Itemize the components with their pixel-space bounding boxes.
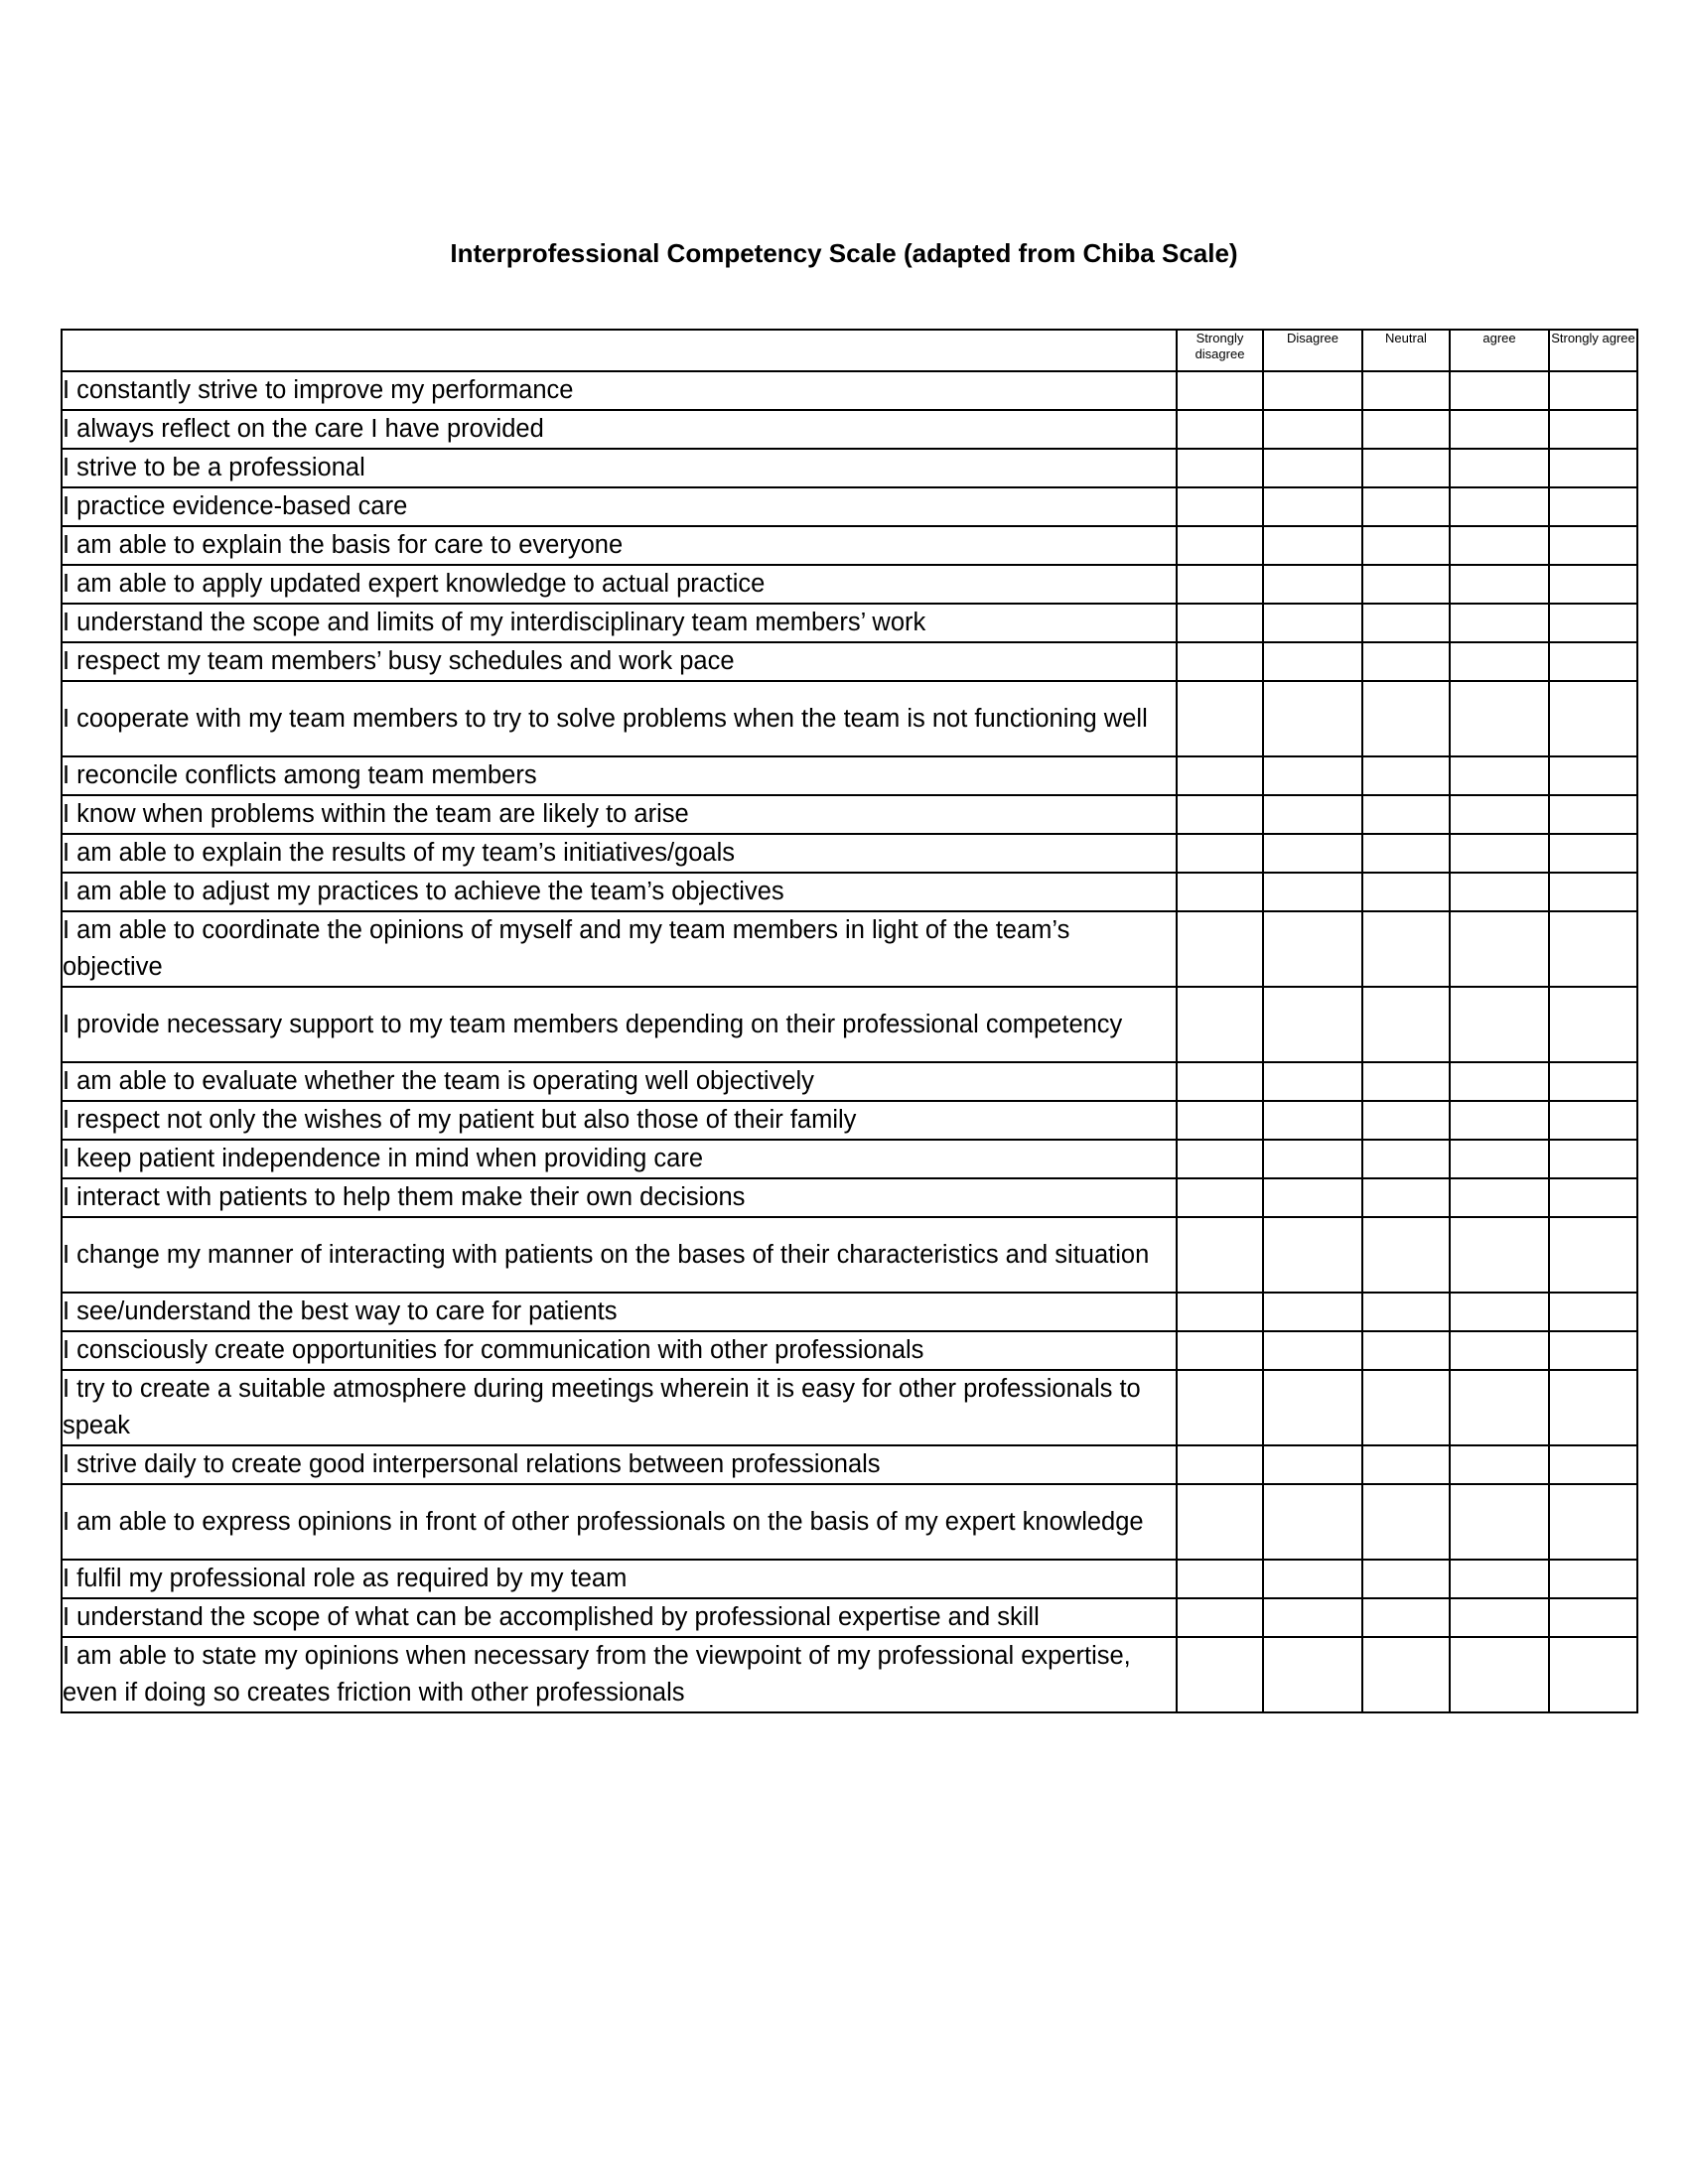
- response-cell-strongly-agree[interactable]: [1549, 1293, 1637, 1331]
- response-cell-strongly-agree[interactable]: [1549, 449, 1637, 487]
- statement-text: I am able to explain the results of my team’s initiatives/goals: [62, 834, 1177, 873]
- response-cell-neutral[interactable]: [1362, 1217, 1450, 1293]
- response-cell-disagree[interactable]: [1263, 1062, 1362, 1101]
- response-cell-agree[interactable]: [1450, 873, 1549, 911]
- table-row: [62, 526, 1637, 565]
- response-cell-neutral[interactable]: [1362, 1293, 1450, 1331]
- response-cell-disagree[interactable]: [1263, 1217, 1362, 1293]
- response-cell-neutral[interactable]: [1362, 449, 1450, 487]
- response-cell-strongly-disagree[interactable]: [1177, 987, 1263, 1062]
- table-row: [62, 565, 1637, 604]
- response-cell-strongly-disagree[interactable]: [1177, 410, 1263, 449]
- response-cell-strongly-agree[interactable]: [1549, 1331, 1637, 1370]
- statement-text: I consciously create opportunities for communication with other professionals: [62, 1331, 1177, 1370]
- response-cell-agree[interactable]: [1450, 1331, 1549, 1370]
- response-cell-disagree[interactable]: [1263, 1370, 1362, 1445]
- response-cell-strongly-agree[interactable]: [1549, 642, 1637, 681]
- response-cell-disagree[interactable]: [1263, 1560, 1362, 1598]
- column-header-strongly-disagree: Strongly disagree: [1177, 330, 1263, 371]
- response-cell-neutral[interactable]: [1362, 487, 1450, 526]
- response-cell-neutral[interactable]: [1362, 526, 1450, 565]
- response-cell-strongly-agree[interactable]: [1549, 1484, 1637, 1560]
- response-cell-agree[interactable]: [1450, 1101, 1549, 1140]
- response-cell-disagree[interactable]: [1263, 449, 1362, 487]
- response-cell-agree[interactable]: [1450, 681, 1549, 756]
- response-cell-neutral[interactable]: [1362, 756, 1450, 795]
- response-cell-neutral[interactable]: [1362, 1560, 1450, 1598]
- response-cell-strongly-disagree[interactable]: [1177, 449, 1263, 487]
- response-cell-agree[interactable]: [1450, 487, 1549, 526]
- response-cell-agree[interactable]: [1450, 795, 1549, 834]
- response-cell-neutral[interactable]: [1362, 681, 1450, 756]
- response-cell-disagree[interactable]: [1263, 410, 1362, 449]
- response-cell-agree[interactable]: [1450, 834, 1549, 873]
- response-cell-disagree[interactable]: [1263, 681, 1362, 756]
- statement-text: I am able to adjust my practices to achieve the team’s objectives: [62, 873, 1177, 911]
- response-cell-agree[interactable]: [1450, 1140, 1549, 1178]
- response-cell-agree[interactable]: [1450, 642, 1549, 681]
- column-header-strongly-agree: Strongly agree: [1549, 330, 1637, 371]
- statement-text: I interact with patients to help them make their own decisions: [62, 1178, 1177, 1217]
- response-cell-strongly-disagree[interactable]: [1177, 565, 1263, 604]
- statement-text: I always reflect on the care I have provided: [62, 410, 1177, 449]
- response-cell-disagree[interactable]: [1263, 911, 1362, 987]
- response-cell-strongly-disagree[interactable]: [1177, 1062, 1263, 1101]
- response-cell-agree[interactable]: [1450, 1293, 1549, 1331]
- response-cell-agree[interactable]: [1450, 565, 1549, 604]
- response-cell-strongly-agree[interactable]: [1549, 604, 1637, 642]
- response-cell-strongly-disagree[interactable]: [1177, 1101, 1263, 1140]
- response-cell-strongly-disagree[interactable]: [1177, 834, 1263, 873]
- statement-text: I cooperate with my team members to try to solve problems when the team is not functioning well: [62, 681, 1177, 756]
- response-cell-neutral[interactable]: [1362, 795, 1450, 834]
- response-cell-strongly-agree[interactable]: [1549, 1062, 1637, 1101]
- table-row: [62, 834, 1637, 873]
- response-cell-agree[interactable]: [1450, 449, 1549, 487]
- response-cell-neutral[interactable]: [1362, 642, 1450, 681]
- table-row: [62, 681, 1637, 756]
- response-cell-disagree[interactable]: [1263, 1484, 1362, 1560]
- response-cell-strongly-disagree[interactable]: [1177, 1293, 1263, 1331]
- response-cell-disagree[interactable]: [1263, 873, 1362, 911]
- table-row: [62, 756, 1637, 795]
- statement-text: I am able to coordinate the opinions of myself and my team members in light of the team’s objective: [62, 911, 1177, 987]
- table-row: [62, 1293, 1637, 1331]
- statement-text: I respect my team members’ busy schedules and work pace: [62, 642, 1177, 681]
- table-row: [62, 1637, 1637, 1712]
- response-cell-agree[interactable]: [1450, 604, 1549, 642]
- response-cell-strongly-disagree[interactable]: [1177, 371, 1263, 410]
- response-cell-strongly-agree[interactable]: [1549, 565, 1637, 604]
- response-cell-agree[interactable]: [1450, 1217, 1549, 1293]
- response-cell-neutral[interactable]: [1362, 1445, 1450, 1484]
- statement-text: I know when problems within the team are likely to arise: [62, 795, 1177, 834]
- response-cell-strongly-agree[interactable]: [1549, 834, 1637, 873]
- document-title: Interprofessional Competency Scale (adapted from Chiba Scale): [450, 238, 1238, 268]
- column-header-disagree: Disagree: [1263, 330, 1362, 371]
- response-cell-agree[interactable]: [1450, 1560, 1549, 1598]
- response-cell-strongly-agree[interactable]: [1549, 1178, 1637, 1217]
- response-cell-strongly-disagree[interactable]: [1177, 526, 1263, 565]
- table-row: [62, 1331, 1637, 1370]
- response-cell-strongly-disagree[interactable]: [1177, 911, 1263, 987]
- statement-text: I keep patient independence in mind when providing care: [62, 1140, 1177, 1178]
- table-row: [62, 795, 1637, 834]
- statement-text: I am able to express opinions in front of other professionals on the basis of my expert knowledge: [62, 1484, 1177, 1560]
- statement-text: I constantly strive to improve my performance: [62, 371, 1177, 410]
- response-cell-neutral[interactable]: [1362, 987, 1450, 1062]
- response-cell-neutral[interactable]: [1362, 834, 1450, 873]
- table-row: [62, 911, 1637, 987]
- response-cell-strongly-agree[interactable]: [1549, 487, 1637, 526]
- response-cell-strongly-disagree[interactable]: [1177, 1140, 1263, 1178]
- response-cell-strongly-agree[interactable]: [1549, 987, 1637, 1062]
- statement-text: I understand the scope of what can be accomplished by professional expertise and skill: [62, 1598, 1177, 1637]
- statement-text: I understand the scope and limits of my interdisciplinary team members’ work: [62, 604, 1177, 642]
- response-cell-strongly-agree[interactable]: [1549, 795, 1637, 834]
- response-cell-disagree[interactable]: [1263, 1140, 1362, 1178]
- response-cell-neutral[interactable]: [1362, 911, 1450, 987]
- statement-text: I change my manner of interacting with patients on the bases of their characteristics and situation: [62, 1217, 1177, 1293]
- table-row: [62, 1062, 1637, 1101]
- response-cell-neutral[interactable]: [1362, 1637, 1450, 1712]
- response-cell-strongly-disagree[interactable]: [1177, 1178, 1263, 1217]
- response-cell-strongly-agree[interactable]: [1549, 911, 1637, 987]
- response-cell-neutral[interactable]: [1362, 1101, 1450, 1140]
- response-cell-neutral[interactable]: [1362, 873, 1450, 911]
- response-cell-neutral[interactable]: [1362, 604, 1450, 642]
- column-header-neutral: Neutral: [1362, 330, 1450, 371]
- table-row: [62, 987, 1637, 1062]
- response-cell-strongly-agree[interactable]: [1549, 410, 1637, 449]
- table-row: [62, 1217, 1637, 1293]
- response-cell-agree[interactable]: [1450, 1445, 1549, 1484]
- table-row: [62, 371, 1637, 410]
- response-cell-agree[interactable]: [1450, 1637, 1549, 1712]
- statement-text: I am able to explain the basis for care to everyone: [62, 526, 1177, 565]
- response-cell-strongly-disagree[interactable]: [1177, 604, 1263, 642]
- statement-text: I fulfil my professional role as required by my team: [62, 1560, 1177, 1598]
- response-cell-strongly-agree[interactable]: [1549, 371, 1637, 410]
- statement-text: I provide necessary support to my team members depending on their professional competency: [62, 987, 1177, 1062]
- table-row: [62, 1101, 1637, 1140]
- table-row: [62, 1178, 1637, 1217]
- response-cell-neutral[interactable]: [1362, 565, 1450, 604]
- response-cell-strongly-agree[interactable]: [1549, 1101, 1637, 1140]
- response-cell-strongly-disagree[interactable]: [1177, 873, 1263, 911]
- table-row: [62, 487, 1637, 526]
- response-cell-strongly-disagree[interactable]: [1177, 756, 1263, 795]
- table-row: [62, 1140, 1637, 1178]
- response-cell-disagree[interactable]: [1263, 371, 1362, 410]
- response-cell-agree[interactable]: [1450, 410, 1549, 449]
- response-cell-neutral[interactable]: [1362, 371, 1450, 410]
- response-cell-strongly-agree[interactable]: [1549, 526, 1637, 565]
- response-cell-strongly-disagree[interactable]: [1177, 642, 1263, 681]
- response-cell-strongly-agree[interactable]: [1549, 1637, 1637, 1712]
- response-cell-neutral[interactable]: [1362, 1370, 1450, 1445]
- response-cell-strongly-agree[interactable]: [1549, 1140, 1637, 1178]
- table-row: [62, 1445, 1637, 1484]
- table-row: [62, 1484, 1637, 1560]
- response-cell-neutral[interactable]: [1362, 1178, 1450, 1217]
- response-cell-strongly-disagree[interactable]: [1177, 487, 1263, 526]
- response-cell-disagree[interactable]: [1263, 642, 1362, 681]
- response-cell-strongly-disagree[interactable]: [1177, 681, 1263, 756]
- table-row: [62, 410, 1637, 449]
- response-cell-strongly-disagree[interactable]: [1177, 795, 1263, 834]
- response-cell-strongly-agree[interactable]: [1549, 1217, 1637, 1293]
- response-cell-strongly-disagree[interactable]: [1177, 1484, 1263, 1560]
- statement-text: I am able to apply updated expert knowledge to actual practice: [62, 565, 1177, 604]
- response-cell-strongly-agree[interactable]: [1549, 1445, 1637, 1484]
- response-cell-disagree[interactable]: [1263, 565, 1362, 604]
- statement-text: I am able to evaluate whether the team is operating well objectively: [62, 1062, 1177, 1101]
- response-cell-strongly-disagree[interactable]: [1177, 1598, 1263, 1637]
- response-cell-strongly-agree[interactable]: [1549, 1560, 1637, 1598]
- response-cell-disagree[interactable]: [1263, 1178, 1362, 1217]
- table-row: [62, 1370, 1637, 1445]
- statement-text: I practice evidence-based care: [62, 487, 1177, 526]
- statement-text: I strive to be a professional: [62, 449, 1177, 487]
- response-cell-disagree[interactable]: [1263, 1293, 1362, 1331]
- table-row: [62, 604, 1637, 642]
- response-cell-disagree[interactable]: [1263, 1101, 1362, 1140]
- statement-text: I see/understand the best way to care for patients: [62, 1293, 1177, 1331]
- response-cell-agree[interactable]: [1450, 911, 1549, 987]
- response-cell-disagree[interactable]: [1263, 987, 1362, 1062]
- response-cell-disagree[interactable]: [1263, 604, 1362, 642]
- response-cell-disagree[interactable]: [1263, 526, 1362, 565]
- response-cell-neutral[interactable]: [1362, 1331, 1450, 1370]
- response-cell-disagree[interactable]: [1263, 1598, 1362, 1637]
- response-cell-strongly-agree[interactable]: [1549, 1370, 1637, 1445]
- column-header-agree: agree: [1450, 330, 1549, 371]
- response-cell-neutral[interactable]: [1362, 1484, 1450, 1560]
- statement-text: I am able to state my opinions when necessary from the viewpoint of my professional expertise, even if doing so creates friction with other professionals: [62, 1637, 1177, 1712]
- table-row: [62, 1560, 1637, 1598]
- response-cell-strongly-disagree[interactable]: [1177, 1637, 1263, 1712]
- competency-scale-table: [61, 329, 1638, 1713]
- statement-text: I reconcile conflicts among team members: [62, 756, 1177, 795]
- response-cell-strongly-disagree[interactable]: [1177, 1331, 1263, 1370]
- header-row: [62, 330, 1637, 371]
- response-cell-agree[interactable]: [1450, 1598, 1549, 1637]
- response-cell-agree[interactable]: [1450, 371, 1549, 410]
- response-cell-agree[interactable]: [1450, 1062, 1549, 1101]
- statement-text: I try to create a suitable atmosphere during meetings wherein it is easy for other professionals to speak: [62, 1370, 1177, 1445]
- response-cell-agree[interactable]: [1450, 756, 1549, 795]
- response-cell-neutral[interactable]: [1362, 410, 1450, 449]
- response-cell-strongly-agree[interactable]: [1549, 873, 1637, 911]
- response-cell-agree[interactable]: [1450, 1370, 1549, 1445]
- response-cell-disagree[interactable]: [1263, 1637, 1362, 1712]
- response-cell-strongly-agree[interactable]: [1549, 1598, 1637, 1637]
- response-cell-strongly-agree[interactable]: [1549, 681, 1637, 756]
- response-cell-disagree[interactable]: [1263, 1445, 1362, 1484]
- response-cell-neutral[interactable]: [1362, 1598, 1450, 1637]
- response-cell-strongly-disagree[interactable]: [1177, 1560, 1263, 1598]
- response-cell-disagree[interactable]: [1263, 834, 1362, 873]
- statement-text: I strive daily to create good interpersonal relations between professionals: [62, 1445, 1177, 1484]
- statement-text: I respect not only the wishes of my patient but also those of their family: [62, 1101, 1177, 1140]
- response-cell-agree[interactable]: [1450, 987, 1549, 1062]
- response-cell-disagree[interactable]: [1263, 795, 1362, 834]
- table-row: [62, 873, 1637, 911]
- response-cell-agree[interactable]: [1450, 1484, 1549, 1560]
- response-cell-disagree[interactable]: [1263, 1331, 1362, 1370]
- statement-column-header: [62, 330, 1177, 371]
- response-cell-strongly-disagree[interactable]: [1177, 1217, 1263, 1293]
- response-cell-strongly-disagree[interactable]: [1177, 1445, 1263, 1484]
- response-cell-disagree[interactable]: [1263, 756, 1362, 795]
- table-row: [62, 1598, 1637, 1637]
- response-cell-strongly-disagree[interactable]: [1177, 1370, 1263, 1445]
- table-row: [62, 642, 1637, 681]
- response-cell-strongly-agree[interactable]: [1549, 756, 1637, 795]
- table-row: [62, 449, 1637, 487]
- response-cell-agree[interactable]: [1450, 526, 1549, 565]
- response-cell-disagree[interactable]: [1263, 487, 1362, 526]
- response-cell-neutral[interactable]: [1362, 1140, 1450, 1178]
- response-cell-agree[interactable]: [1450, 1178, 1549, 1217]
- response-cell-neutral[interactable]: [1362, 1062, 1450, 1101]
